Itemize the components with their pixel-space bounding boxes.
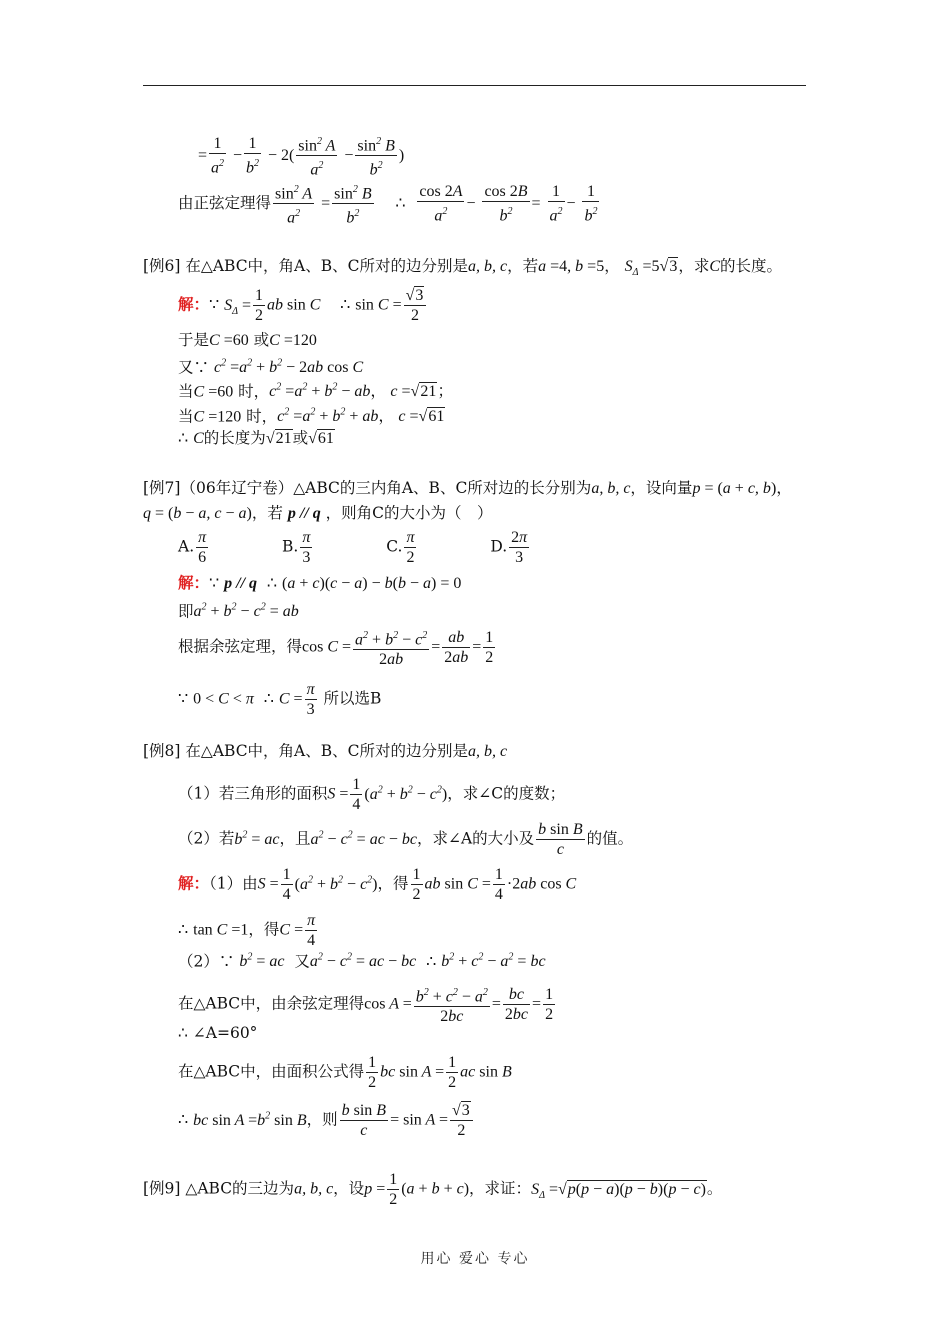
example6-solution-6: ∴ C的长度为√21或√61 [178,429,334,447]
example9-text: △ABC的三边为 [185,1179,295,1198]
option-c: C. [386,537,403,556]
step-again: 又∵ [178,358,210,377]
s2-text: （2）∵ [178,952,235,971]
example8-solution-4: 在△ABC中，由余弦定理得cos A = $\frac{b^2 + c^2 - a^2}{2bc}$ = $\frac{bc}{2bc}$ = $\frac{1}{2}$ [178,983,557,1026]
example7-text-3: ，若 [251,504,283,522]
example7-solution-2: 即$a^2 + b^2 - c^2$ = ab [178,602,299,621]
step-when: 当 [178,407,194,426]
example9-statement: [例9] △ABC的三边为a, b, c，设p = $\frac{1}{2}$ (a + b + c)，求证：$S_\Delta =√p(p - a)(p - b)(p - c)$。 [143,1171,723,1208]
example6-solution-2: 于是C =60 或C =120 [178,331,317,349]
example7-text-4: ，则角C的大小为（ ） [325,504,493,522]
identity-line: = $\frac{1}{a^2}$ − $\frac{1}{b^2}$ − 2( $\frac{\sin^2 A}{a^2}$ − $\frac{\sin^2 B}{b^2}$ ) [198,132,404,180]
example6-text-5: 的长度。 [720,257,783,275]
example7-label: [例7] [143,479,181,497]
example6-text-3: ， [604,257,620,275]
q2-text-2: ，且 [279,829,311,848]
solution-label: 解： [178,294,210,314]
conclusion: 的长度为 [203,429,266,447]
example6-text: 在△ABC中，角A、B、C所对的边分别是 [185,257,469,275]
q1-text: （1）若三角形的面积 [178,784,328,803]
example7-statement-2: q = (b − a, c − a)，若 p // q ，则角C的大小为（ ） [143,504,493,522]
example8-solution-6: 在△ABC中，由面积公式得 $\frac{1}{2}$ bc sin A = $\frac{1}{2}$ ac sin B [178,1054,512,1091]
example6-solution-3: 又∵ $c^2 =a^2 + b^2 - 2ab$ cos C [178,358,364,377]
s2-text-2: 又 [294,952,310,971]
option-b: B. [282,537,299,556]
page-footer: 用心 爱心 专心 [420,1251,530,1267]
example8-solution-7: ∴ bc $\sin A =b^2$ sin B，则 $\frac{\text{b sin B}}{c}$ = sin A = $\frac{√3}{2}$ [178,1101,475,1140]
example9-label: [例9] [143,1179,181,1198]
step-cos: 根据余弦定理，得 [178,637,303,656]
s-tan-text: ，得 [248,920,280,939]
step-when: 当 [178,382,194,401]
step-ji: 即 [178,602,194,621]
q2-text-4: 的值。 [586,829,634,848]
example7-solution-4: ∵ 0 < C < π ∴ C = $\frac{\pi}{3}$ 所以选B [178,681,382,718]
step-then: 于是 [178,331,210,349]
example8-text: 在△ABC中，角A、B、C所对的边分别是 [185,742,469,760]
sine-law-line: 由正弦定理得 $\frac{\sin^2 A}{a^2}$ = $\frac{\sin^2 B}{b^2}$ ∴ $\frac{\cos 2A}{a^2}$ − $\frac{\cos 2B}{b^2}$ = $\frac{1}{a^2}$ − $\frac{1}{b^2}$ [178,180,601,228]
example8-solution-1: 解：（1）由S = $\frac{1}{4}$ $(a^2 + b^2 - c^2)$，得 $\frac{1}{2}$ ab sin C = $\frac{1}{4}$ ·2ab cos C [178,866,577,903]
example7-solution-3: 根据余弦定理，得cos C = $\frac{a^2 + b^2 - c^2}{2ab}$ = $\frac{ab}{2ab}$ = $\frac{1}{2}$ [178,626,497,669]
example7-solution-1: 解：∵ p // q ∴ (a + c)(c − a) − b(b − a) = 0 [178,573,462,592]
q2-text-3: ，求∠A的大小及 [416,829,535,848]
example7-text: △ABC的三内角A、B、C所对边的长分别为 [293,479,592,497]
example9-text-3: ，求证： [469,1179,532,1198]
step-or: 或 [253,331,270,349]
example8-solution-5: ∴ ∠A=60° [178,1024,258,1042]
s-cos-text: 在△ABC中，由余弦定理得 [178,994,365,1013]
solution-label: 解： [178,573,210,592]
example9-text-4: 。 [706,1179,723,1198]
example8-q1: （1）若三角形的面积S = $\frac{1}{4}$ $(a^2 + b^2 - c^2)$，求∠C的度数； [178,776,566,813]
step-when-2: 时， [246,407,278,426]
step-final: 所以选B [323,689,382,708]
example7-statement: [例7]（06年辽宁卷）△ABC的三内角A、B、C所对边的长分别为a, b, c，设向量p = (a + c, b)， [143,479,793,497]
s1-text-2: ，得 [377,874,409,893]
example8-solution-3: （2）∵ $b^2$ = ac 又$a^2 - c^2$ = ac − bc ∴ $b^2 + c^2 - a^2$ = bc [178,952,546,971]
s1-text: （1）由 [209,874,258,893]
s-then-text: ，则 [306,1110,338,1129]
example6-label: [例6] [143,257,181,275]
sine-law-lead: 由正弦定理得 [178,193,272,212]
example6-text-4: ，求 [678,257,710,275]
example7-source: （06年辽宁卷） [180,479,294,497]
s-area-text: 在△ABC中，由面积公式得 [178,1062,365,1081]
option-a: A. [178,537,195,556]
example7-options: A. $\frac{\pi}{6}$ B. $\frac{\pi}{3}$ C. $\frac{\pi}{2}$ D. $\frac{2\pi}{3}$ [178,529,528,566]
example8-statement: [例8] 在△ABC中，角A、B、C所对的边分别是a, b, c [143,742,508,760]
example7-text-2: ，设向量 [630,479,693,497]
example8-label: [例8] [143,742,181,760]
option-d: D. [490,537,508,556]
step-when-2: 时， [238,382,270,401]
example6-solution-1: 解：∵ $S_\Delta$ = $\frac{1}{2}$ ab sin C ∴ sin C = $\frac{√3}{2}$ [178,286,428,325]
example6-text-2: ，若 [507,257,539,275]
conclusion-or: 或 [292,429,309,447]
q2-text: （2）若 [178,829,235,848]
example9-text-2: ，设 [333,1179,365,1198]
header-rule [143,85,806,86]
solution-label: 解： [178,873,210,893]
example6-solution-4: 当C =60 时，$c^2 =a^2 + b^2$ − ab， c =√21； [178,382,454,401]
example6-statement: [例6] 在△ABC中，角A、B、C所对的边分别是a, b, c，若a =4, b =5， $S_\Delta =5√3$，求C的长度。 [143,257,783,279]
example6-solution-5: 当C =120 时，$c^2 =a^2 + b^2$ + ab， c =√61 [178,407,445,426]
q1-text-2: ，求∠C的度数； [447,784,566,803]
example8-solution-2: ∴ tan C =1，得C = $\frac{\pi}{4}$ [178,912,316,949]
example8-q2: （2）若$b^2$ = ac，且$a^2 - c^2$ = ac − bc，求∠A的大小及 $\frac{\text{b sin B}}{c}$ 的值。 [178,821,634,858]
